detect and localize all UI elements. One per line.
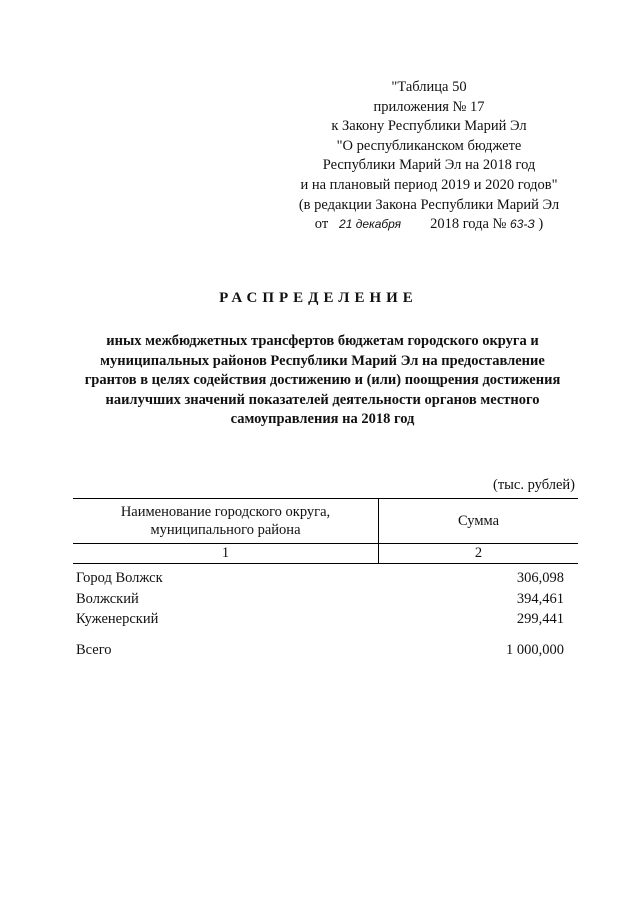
document-header bbox=[280, 78, 578, 235]
table-row bbox=[76, 568, 564, 589]
header-date-year: 2018 года № bbox=[430, 216, 507, 233]
subtitle-line: грантов в целях содействия достижению и (или) поощрения достижения bbox=[84, 372, 561, 388]
header-date-line bbox=[280, 215, 578, 235]
header-line: "О республиканском бюджете bbox=[336, 137, 522, 154]
subtitle-line: иных межбюджетных трансфертов бюджетам городского округа и bbox=[106, 333, 539, 349]
header-close-paren: ) bbox=[538, 216, 544, 233]
header-line: приложения № 17 bbox=[373, 98, 485, 115]
header-line: "Таблица 50 bbox=[391, 79, 467, 95]
column-header-name bbox=[73, 499, 379, 544]
column-number-1: 1 bbox=[73, 544, 379, 564]
row-amount: 299,441 bbox=[516, 611, 564, 627]
subtitle-line: муниципальных районов Республики Марий Эл на предоставление bbox=[100, 352, 545, 369]
column-header-name-line1: Наименование городского округа, bbox=[120, 504, 331, 520]
header-date-prefix: от bbox=[314, 216, 329, 233]
row-amount: 306,098 bbox=[516, 570, 564, 586]
distribution-table-header bbox=[73, 498, 578, 564]
units-label: (тыс. рублей) bbox=[493, 477, 575, 493]
total-amount: 1 000,000 bbox=[506, 641, 564, 658]
header-line: (в редакции Закона Республики Марий Эл bbox=[298, 196, 560, 213]
column-number-2: 2 bbox=[379, 544, 579, 564]
table-header-row bbox=[73, 499, 578, 544]
column-header-name-line2: муниципального района bbox=[150, 522, 301, 538]
subtitle-line: самоуправления на 2018 год bbox=[230, 411, 415, 427]
document-subtitle bbox=[80, 332, 565, 430]
header-line: и на плановый период 2019 и 2020 годов" bbox=[300, 176, 558, 193]
table-row bbox=[76, 589, 564, 610]
table-body bbox=[76, 568, 564, 660]
header-date-day: 21 декабря bbox=[339, 217, 402, 232]
column-header-amount: Сумма bbox=[379, 499, 579, 544]
table-row bbox=[76, 609, 564, 630]
row-name: Город Волжск bbox=[76, 570, 163, 586]
document-title: РАСПРЕДЕЛЕНИЕ bbox=[219, 290, 418, 306]
header-line: к Закону Республики Марий Эл bbox=[331, 118, 527, 135]
row-amount: 394,461 bbox=[516, 590, 564, 607]
total-row bbox=[76, 640, 564, 661]
header-line: Республики Марий Эл на 2018 год bbox=[322, 157, 536, 174]
header-law-number: 63-З bbox=[510, 217, 535, 232]
row-name: Куженерский bbox=[76, 611, 159, 627]
row-name: Волжский bbox=[76, 590, 139, 607]
subtitle-line: наилучших значений показателей деятельности органов местного bbox=[105, 391, 540, 408]
total-label: Всего bbox=[76, 641, 112, 658]
table-number-row bbox=[73, 544, 578, 564]
